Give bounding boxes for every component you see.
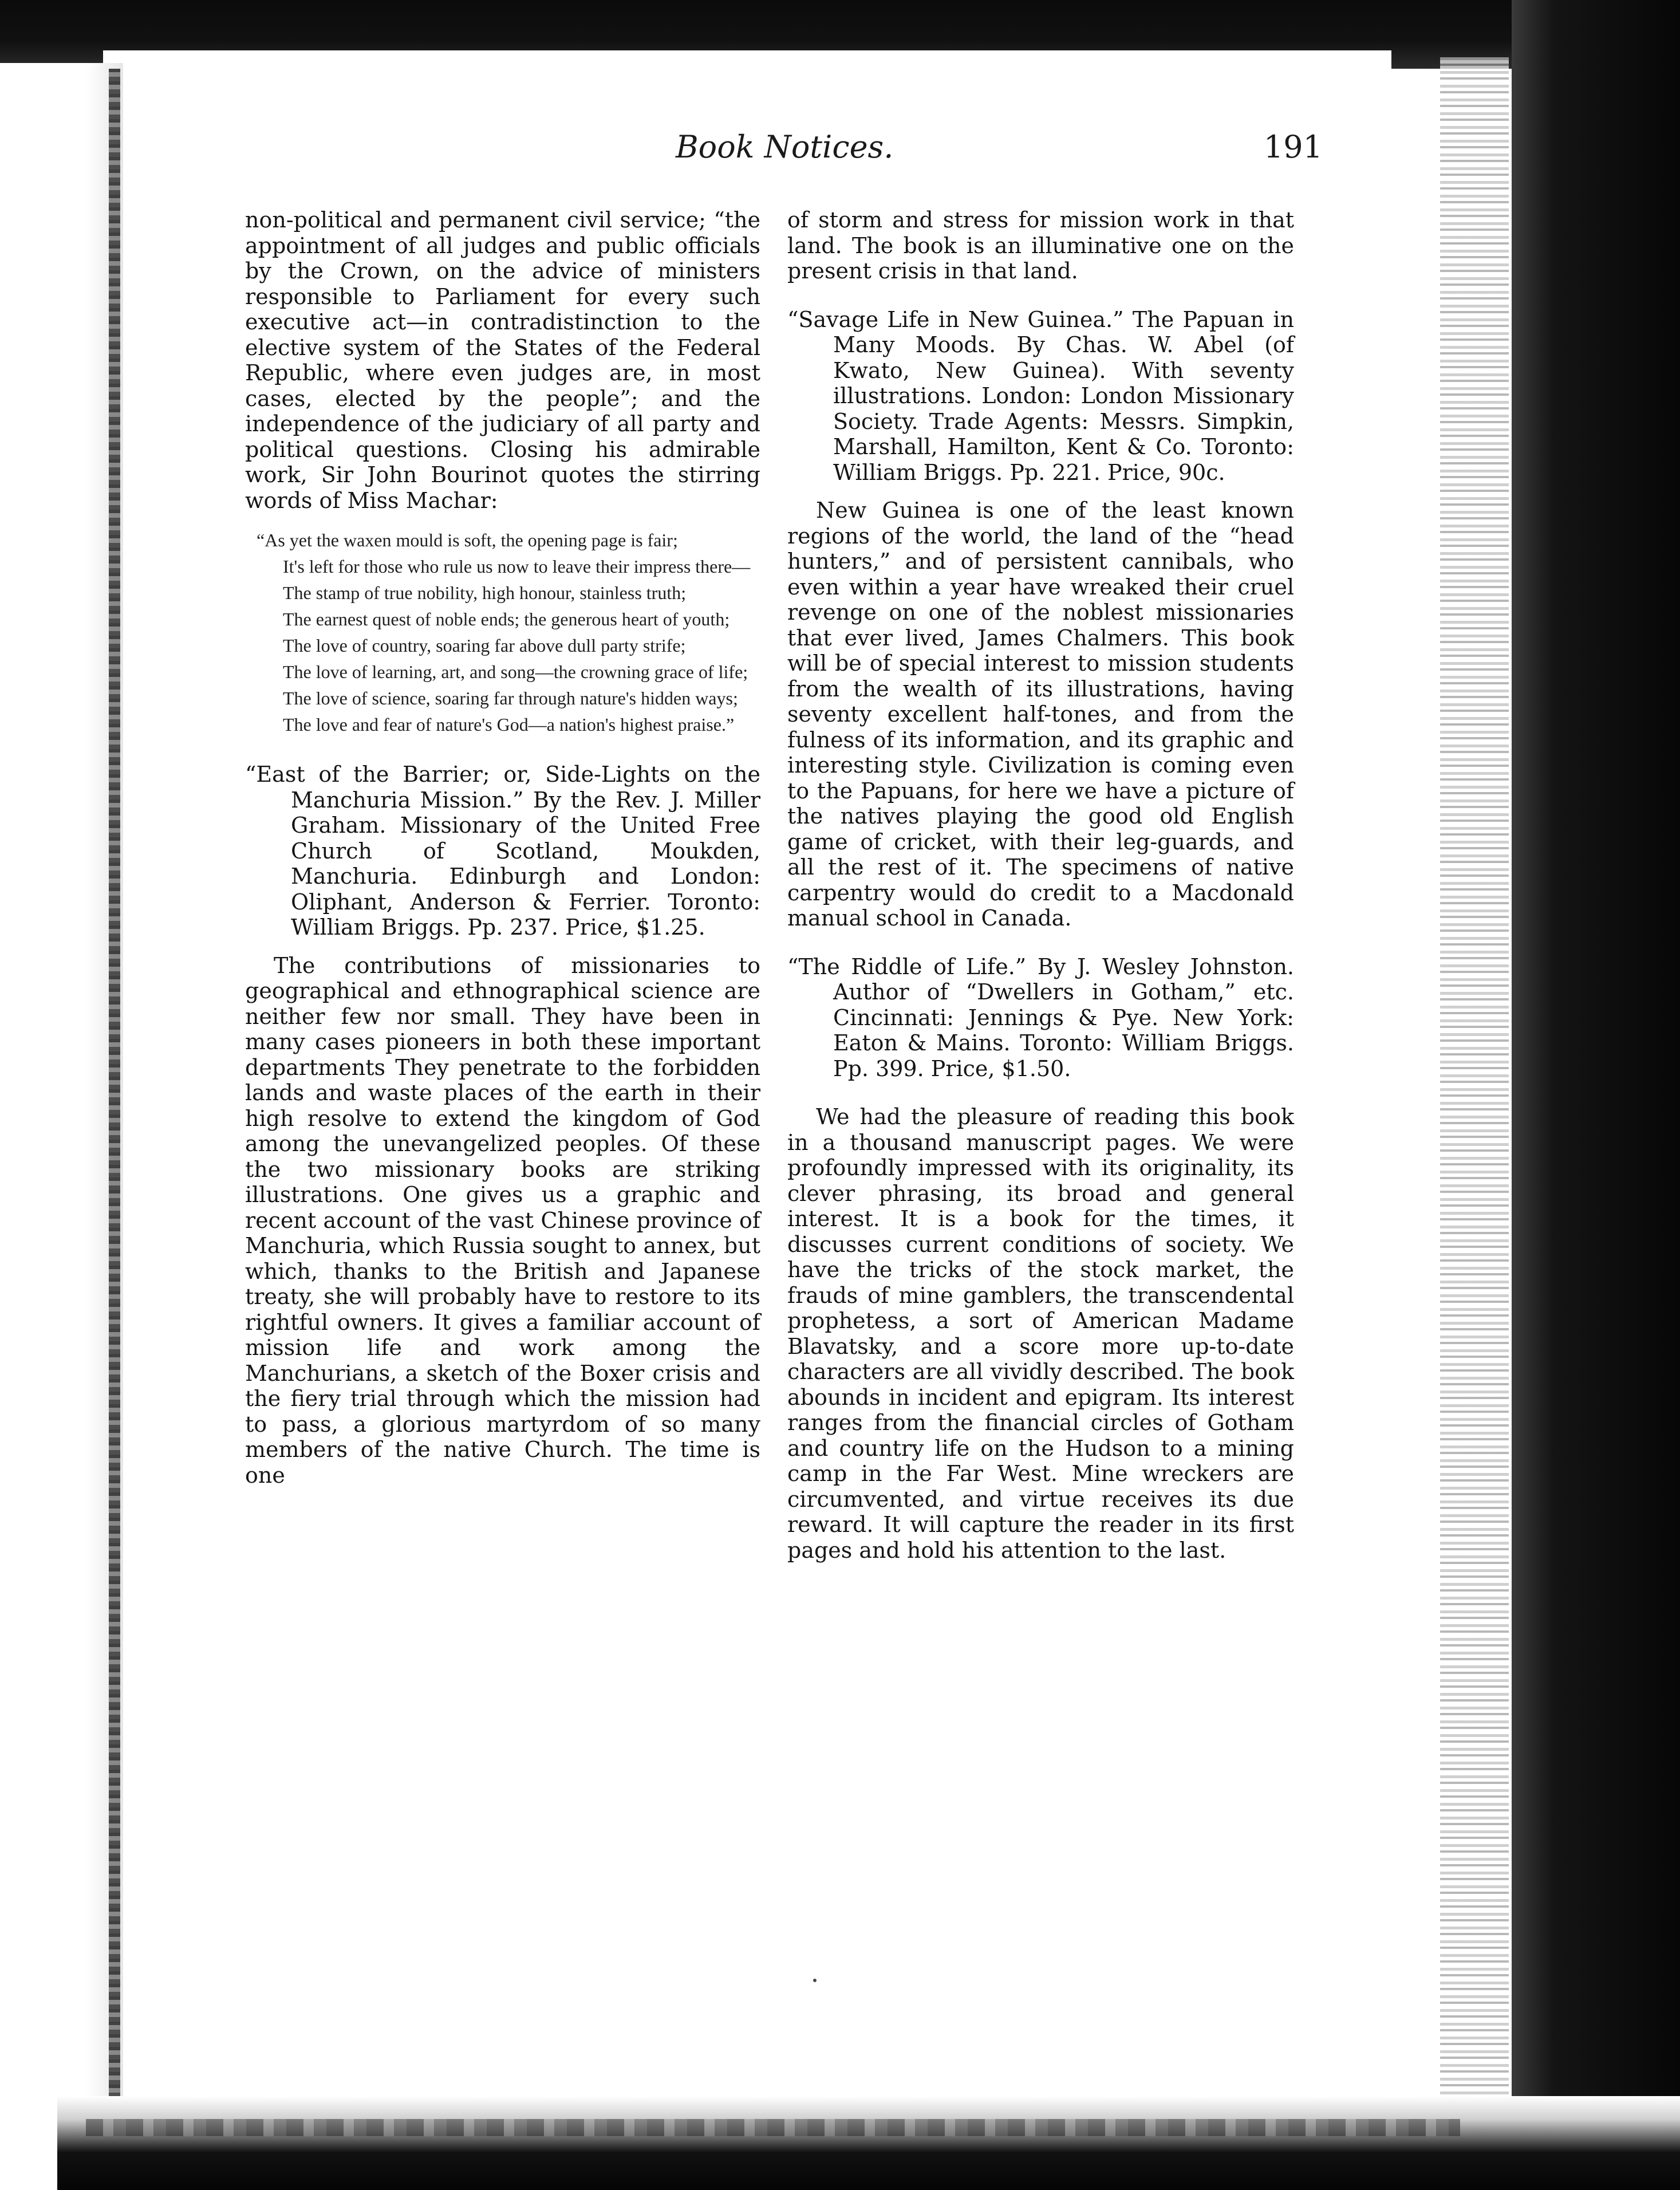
- paragraph-bourinot: non-political and permanent civil service; “the appointment of all judges and public officials by the Crown, on the advice of ministers responsible to Parliament for every such executive act—in contradistinction to the elective system of the States of the Federal Republic, where even judges are, in most cases, elected by the people”; and the independence of the judiciary of all party and political questions. Closing his admirable work, Sir John Bourinot quotes the stirring words of Miss Machar:: [245, 207, 760, 513]
- scan-binding-edge-bottom: [86, 2119, 1460, 2136]
- book-entry-riddle-of-life: “The Riddle of Life.” By J. Wesley Johnston. Author of “Dwellers in Gotham,” etc. Cincinnati: Jennings & Pye. New York: Eaton & Mains. Toronto: William Briggs. Pp. 399. Price, $1.50.: [787, 954, 1294, 1081]
- poem-line: The earnest quest of noble ends; the generous heart of youth;: [283, 609, 730, 629]
- left-column: [245, 207, 760, 1488]
- paragraph-continued: of storm and stress for mission work in that land. The book is an illuminative one on the present crisis in that land.: [787, 207, 1294, 283]
- scan-border-right: [1512, 0, 1680, 2190]
- poem-line: The love of learning, art, and song—the crowning grace of life;: [283, 661, 748, 682]
- scan-page-edge-right: [1440, 57, 1509, 2142]
- poem-line: The love of science, soaring far through nature's hidden ways;: [283, 688, 738, 708]
- ink-speck: [813, 1979, 817, 1982]
- book-entry-east-of-the-barrier: “East of the Barrier; or, Side-Lights on the Manchuria Mission.” By the Rev. J. Miller Graham. Missionary of the United Free Church of Scotland, Moukden, Manchuria. Edinburgh and London: Oliphant, Anderson & Ferrier. Toronto: William Briggs. Pp. 237. Price, $1.25.: [245, 762, 760, 940]
- poem-line: The love and fear of nature's God—a nation's highest praise.”: [283, 714, 735, 735]
- right-column: [787, 207, 1294, 1563]
- scan-gutter-left: [0, 63, 123, 2190]
- review-savage-life: New Guinea is one of the least known regions of the world, the land of the “head hunters,” and of persistent cannibals, who even within a year have wreaked their cruel revenge on one of the noblest missionaries that ever lived, James Chalmers. This book will be of special interest to mission students from the wealth of its illustrations, having seventy excellent half-tones, and from the fulness of its information, and its graphic and interesting style. Civilization is coming even to the Papuans, for here we have a picture of the natives playing the good old English game of cricket, with their leg-guards, and all the rest of it. The specimens of native carpentry would do credit to a Macdonald manual school in Canada.: [787, 498, 1294, 931]
- scan-border-bottom: [57, 2096, 1680, 2190]
- review-east-of-the-barrier: The contributions of missionaries to geographical and ethnographical science are neither few nor small. They have been in many cases pioneers in both these important departments They penetrate to the forbidden lands and waste places of the earth in their high resolve to extend the kingdom of God among the unevangelized peoples. Of these the two missionary books are striking illustrations. One gives us a graphic and recent account of the vast Chinese province of Manchuria, which Russia sought to annex, but which, thanks to the British and Japanese treaty, she will probably have to restore to its rightful owners. It gives a familiar account of mission life and work among the Manchurians, a sketch of the Boxer crisis and the fiery trial through which the mission had to pass, a glorious martyrdom of so many members of the native Church. The time is one: [245, 952, 760, 1488]
- scan-binding-edge: [109, 69, 120, 2102]
- poem-line: The stamp of true nobility, high honour, stainless truth;: [283, 582, 687, 603]
- review-riddle-of-life: We had the pleasure of reading this book in a thousand manuscript pages. We were profoundly impressed with its originality, its clever phrasing, its broad and general interest. It is a book for the times, it discusses current conditions of society. We have the tricks of the stock market, the frauds of mine gamblers, the transcendental prophetess, a sort of American Madame Blavatsky, and a score more up-to-date characters are all vividly described. The book abounds in incident and epigram. Its interest ranges from the financial circles of Gotham and country life on the Hudson to a mining camp in the Far West. Mine wreckers are circumvented, and virtue receives its due reward. It will capture the reader in its first pages and hold his attention to the last.: [787, 1104, 1294, 1563]
- book-entry-savage-life: “Savage Life in New Guinea.” The Papuan in Many Moods. By Chas. W. Abel (of Kwato, New Guinea). With seventy illustrations. London: London Missionary Society. Trade Agents: Messrs. Simpkin, Marshall, Hamilton, Kent & Co. Toronto: William Briggs. Pp. 221. Price, 90c.: [787, 306, 1294, 485]
- running-head: [240, 129, 1323, 192]
- poem-line: It's left for those who rule us now to leave their impress there—: [283, 556, 751, 577]
- poem-machar: [245, 529, 760, 735]
- poem-line: The love of country, soaring far above dull party strife;: [283, 635, 686, 656]
- poem-line: “As yet the waxen mould is soft, the opening page is fair;: [257, 530, 678, 550]
- scan-border-top-inner: [103, 50, 1391, 73]
- page-number: 191: [1263, 129, 1323, 165]
- running-title: Book Notices.: [676, 129, 894, 165]
